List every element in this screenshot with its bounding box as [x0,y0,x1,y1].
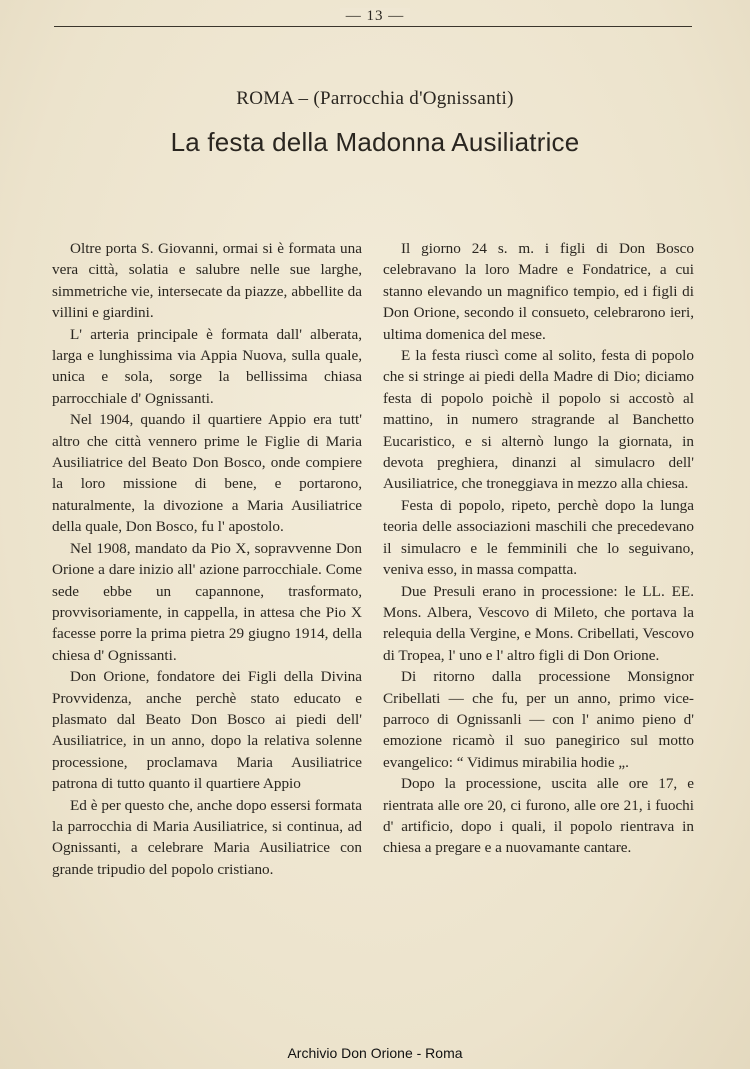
page-number [0,8,750,25]
left-paragraph-1: Oltre porta S. Giovanni, ormai si è formata una vera città, solatia e salubre nelle sue larghe, simmetriche vie, intersecate da piazze, abbellite da villini e giardini. [52,240,362,322]
left-paragraph-5: Don Orione, fondatore dei Figli della Divina Provvidenza, anche perchè stato educato e plasmato dal Beato Don Bosco ai piedi dell' Ausiliatrice, in un anno, dopo la relativa solenne processione, proclamava Maria Ausiliatrice patrona di tutto quanto il quartiere Appio [52,668,362,793]
archive-footer: Archivio Don Orione - Roma [287,1045,463,1061]
right-paragraph-3: Festa di popolo, ripeto, perchè dopo la lunga teoria delle associazioni maschili che precedevano il simulacro e le femminili che lo seguivano, veniva esso, in massa compatta. [383,496,694,579]
left-paragraph-4: Nel 1908, mandato da Pio X, sopravvenne Don Orione a dare inizio all' azione parrocchiale. Come sede ebbe un capannone, trasformato, provvisoriamente, in cappella, in attesa che Pio X facesse porre la prima pietra 29 giugno 1914, della chiesa d' Ognissanti. [52,539,362,664]
right-paragraph-1: Il giorno 24 s. m. i figli di Don Bosco celebravano la loro Madre e Fondatrice, a cui stanno elevando un magnifico tempio, ed i figli di Don Orione, secondo il consueto, celebrarono ieri, ultima domenica del mese. [383,240,694,343]
page-number-text: — 13 — [340,8,411,24]
right-paragraph-4: Due Presuli erano in processione: le LL. EE. Mons. Albera, Vescovo di Mileto, che portava la relequia della Vergine, e Mons. Cribellati, Vescovo di Tropea, l' uno e l' altro figli di Don Orione. [383,582,694,664]
left-paragraph-6: Ed è per questo che, anche dopo essersi formata la parrocchia di Maria Ausiliatrice, si continua, ad Ognissanti, a celebrare Maria Ausiliatrice con grande tripudio del popolo cristiano. [52,796,362,878]
left-column [52,238,362,880]
left-paragraph-3: Nel 1904, quando il quartiere Appio era tutt' altro che città vennero prime le Figlie di Maria Ausiliatrice del Beato Don Bosco, onde compiere la loro missione di bene, e portarono, naturalmente, la divozione a Maria Ausiliatrice della quale, Don Bosco, fu l' apostolo. [52,411,362,536]
header-rule [54,26,692,27]
right-paragraph-2: E la festa riuscì come al solito, festa di popolo che si stringe ai piedi della Madre di Dio; diciamo festa di popolo poichè il popolo si accostò al mattino, in numero stragrande al Banchetto Eucaristico, e si alternò lungo la giornata, in devota preghiera, dinanzi al simulacro dell' Ausiliatrice, che troneggiava in mezzo alla chiesa. [383,347,694,493]
right-column [383,238,694,859]
right-paragraph-6: Dopo la processione, uscita alle ore 17, e rientrata alle ore 20, ci furono, alle ore 21, i fuochi d' artificio, dopo i quali, il popolo rientrava in chiesa a pregare e a nuovamante cantare. [383,775,694,857]
left-paragraph-2: L' arteria principale è formata dall' alberata, larga e lunghissima via Appia Nuova, sulla quale, unica e sola, sorge la bellissima chiasa parrocchiale d' Ognissanti. [52,325,362,407]
article-title: La festa della Madonna Ausiliatrice [170,127,580,157]
article-subtitle: ROMA – (Parrocchia d'Ognissanti) [236,88,514,109]
right-paragraph-5: Di ritorno dalla processione Monsignor Cribellati — che fu, per un anno, primo vice-parroco di Ognissanli — con l' animo pieno d' emozione ricamò il suo panegirico sul motto evangelico: “ Vidimus mirabilia hodie „. [383,668,694,771]
